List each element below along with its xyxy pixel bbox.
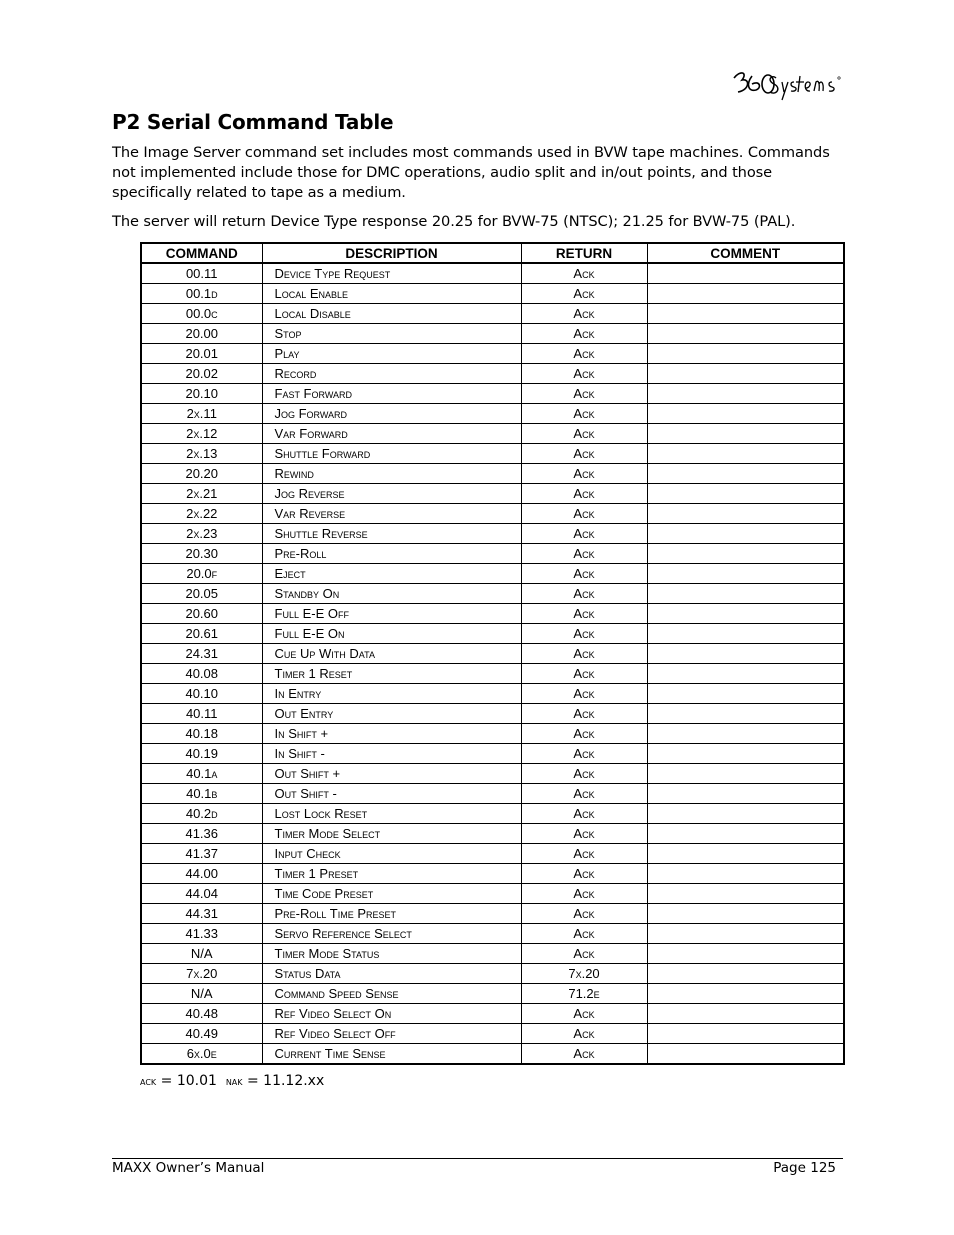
description-cell: Lost Lock Reset: [262, 804, 521, 824]
table-row: [141, 544, 844, 564]
comment-cell: [647, 904, 844, 924]
table-row: [141, 904, 844, 924]
command-cell: 24.31: [141, 644, 262, 664]
description-cell: Jog Forward: [262, 404, 521, 424]
table-row: [141, 604, 844, 624]
table-row: [141, 1004, 844, 1024]
comment-cell: [647, 664, 844, 684]
command-cell: N/A: [141, 944, 262, 964]
command-cell: 20.61: [141, 624, 262, 644]
command-cell: N/A: [141, 984, 262, 1004]
return-cell: Ack: [521, 364, 647, 384]
comment-cell: [647, 304, 844, 324]
command-cell: 2x.12: [141, 424, 262, 444]
description-cell: In Entry: [262, 684, 521, 704]
ack-nak-footnote: [140, 1073, 324, 1089]
return-cell: Ack: [521, 424, 647, 444]
command-cell: 40.11: [141, 704, 262, 724]
command-cell: 20.30: [141, 544, 262, 564]
comment-cell: [647, 924, 844, 944]
comment-cell: [647, 364, 844, 384]
table-row: [141, 1044, 844, 1065]
comment-cell: [647, 344, 844, 364]
table-row: [141, 263, 844, 284]
description-cell: Rewind: [262, 464, 521, 484]
command-cell: 7x.20: [141, 964, 262, 984]
table-row: [141, 504, 844, 524]
description-cell: Timer Mode Select: [262, 824, 521, 844]
command-cell: 44.00: [141, 864, 262, 884]
command-cell: 44.04: [141, 884, 262, 904]
intro-paragraph: The Image Server command set includes most commands used in BVW tape machines. Commands not implemented include those for DMC operations, audio split and in/out points, and those specifically related to tape as a medium.: [112, 144, 830, 201]
comment-cell: [647, 684, 844, 704]
comment-cell: [647, 744, 844, 764]
table-row: [141, 864, 844, 884]
return-cell: Ack: [521, 484, 647, 504]
table-row: [141, 884, 844, 904]
return-cell: 7x.20: [521, 964, 647, 984]
return-cell: Ack: [521, 644, 647, 664]
command-cell: 00.1d: [141, 284, 262, 304]
command-cell: 2x.11: [141, 404, 262, 424]
description-cell: Current Time Sense: [262, 1044, 521, 1065]
table-header-row: [141, 243, 844, 263]
command-cell: 6x.0e: [141, 1044, 262, 1065]
table-row: [141, 764, 844, 784]
return-cell: Ack: [521, 284, 647, 304]
comment-cell: [647, 1024, 844, 1044]
table-row: [141, 324, 844, 344]
table-row: [141, 704, 844, 724]
command-cell: 40.10: [141, 684, 262, 704]
command-cell: 40.18: [141, 724, 262, 744]
section-title: P2 Serial Command Table: [112, 110, 394, 134]
description-cell: Local Disable: [262, 304, 521, 324]
return-cell: Ack: [521, 1044, 647, 1065]
comment-cell: [647, 424, 844, 444]
comment-cell: [647, 824, 844, 844]
description-cell: Fast Forward: [262, 384, 521, 404]
return-cell: Ack: [521, 564, 647, 584]
return-cell: Ack: [521, 744, 647, 764]
command-cell: 00.0c: [141, 304, 262, 324]
table-row: [141, 444, 844, 464]
return-cell: Ack: [521, 904, 647, 924]
description-cell: Device Type Request: [262, 263, 521, 284]
return-cell: Ack: [521, 604, 647, 624]
command-cell: 00.11: [141, 263, 262, 284]
return-cell: Ack: [521, 524, 647, 544]
footer-rule: [112, 1158, 843, 1159]
return-cell: Ack: [521, 384, 647, 404]
command-cell: 40.48: [141, 1004, 262, 1024]
command-cell: 2x.13: [141, 444, 262, 464]
comment-cell: [647, 884, 844, 904]
comment-cell: [647, 324, 844, 344]
description-cell: Time Code Preset: [262, 884, 521, 904]
nak-label: nak: [225, 1074, 243, 1088]
comment-cell: [647, 484, 844, 504]
return-cell: Ack: [521, 764, 647, 784]
command-cell: 2x.23: [141, 524, 262, 544]
return-cell: Ack: [521, 844, 647, 864]
return-cell: Ack: [521, 924, 647, 944]
comment-cell: [647, 704, 844, 724]
comment-cell: [647, 384, 844, 404]
comment-cell: [647, 544, 844, 564]
return-cell: Ack: [521, 304, 647, 324]
comment-cell: [647, 844, 844, 864]
table-row: [141, 984, 844, 1004]
table-row: [141, 464, 844, 484]
comment-cell: [647, 464, 844, 484]
comment-cell: [647, 504, 844, 524]
table-row: [141, 404, 844, 424]
table-row: [141, 664, 844, 684]
table-row: [141, 784, 844, 804]
description-cell: Full E-E On: [262, 624, 521, 644]
command-cell: 2x.22: [141, 504, 262, 524]
comment-cell: [647, 764, 844, 784]
return-cell: Ack: [521, 884, 647, 904]
return-cell: 71.2e: [521, 984, 647, 1004]
return-cell: Ack: [521, 324, 647, 344]
command-cell: 44.31: [141, 904, 262, 924]
return-cell: Ack: [521, 344, 647, 364]
comment-cell: [647, 624, 844, 644]
description-cell: Record: [262, 364, 521, 384]
comment-cell: [647, 804, 844, 824]
command-cell: 20.0f: [141, 564, 262, 584]
table-body: [141, 263, 844, 1064]
description-cell: Ref Video Select On: [262, 1004, 521, 1024]
table-row: [141, 364, 844, 384]
return-cell: Ack: [521, 664, 647, 684]
return-cell: Ack: [521, 784, 647, 804]
description-cell: Local Enable: [262, 284, 521, 304]
description-cell: Stop: [262, 324, 521, 344]
description-cell: Shuttle Reverse: [262, 524, 521, 544]
table-row: [141, 624, 844, 644]
return-cell: Ack: [521, 444, 647, 464]
comment-cell: [647, 604, 844, 624]
return-cell: Ack: [521, 804, 647, 824]
return-cell: Ack: [521, 724, 647, 744]
comment-cell: [647, 864, 844, 884]
description-cell: Pre-Roll: [262, 544, 521, 564]
table-row: [141, 844, 844, 864]
command-cell: 20.10: [141, 384, 262, 404]
comment-cell: [647, 584, 844, 604]
description-cell: Full E-E Off: [262, 604, 521, 624]
table-row: [141, 424, 844, 444]
description-cell: Out Shift +: [262, 764, 521, 784]
comment-cell: [647, 564, 844, 584]
description-cell: Timer 1 Reset: [262, 664, 521, 684]
description-cell: Var Reverse: [262, 504, 521, 524]
table-row: [141, 924, 844, 944]
command-cell: 20.20: [141, 464, 262, 484]
return-cell: Ack: [521, 584, 647, 604]
description-cell: Cue Up With Data: [262, 644, 521, 664]
comment-cell: [647, 1004, 844, 1024]
page-number: Page 125: [773, 1160, 836, 1176]
command-cell: 20.02: [141, 364, 262, 384]
table-row: [141, 524, 844, 544]
description-cell: Out Entry: [262, 704, 521, 724]
command-cell: 40.1b: [141, 784, 262, 804]
ack-equals: =: [156, 1073, 177, 1089]
command-cell: 2x.21: [141, 484, 262, 504]
command-cell: 41.33: [141, 924, 262, 944]
description-cell: Status Data: [262, 964, 521, 984]
comment-cell: [647, 724, 844, 744]
comment-cell: [647, 944, 844, 964]
description-cell: Eject: [262, 564, 521, 584]
comment-cell: [647, 964, 844, 984]
description-cell: Jog Reverse: [262, 484, 521, 504]
header-return: RETURN: [521, 243, 647, 263]
nak-value: 11.12.xx: [263, 1073, 325, 1089]
description-cell: Pre-Roll Time Preset: [262, 904, 521, 924]
device-type-paragraph: The server will return Device Type response 20.25 for BVW-75 (NTSC); 21.25 for BVW-75 (PAL).: [112, 213, 796, 230]
header-command: COMMAND: [141, 243, 262, 263]
command-cell: 41.37: [141, 844, 262, 864]
command-cell: 40.1a: [141, 764, 262, 784]
table-row: [141, 584, 844, 604]
header-description: DESCRIPTION: [262, 243, 521, 263]
return-cell: Ack: [521, 624, 647, 644]
description-cell: Shuttle Forward: [262, 444, 521, 464]
return-cell: Ack: [521, 544, 647, 564]
description-cell: Command Speed Sense: [262, 984, 521, 1004]
table-row: [141, 564, 844, 584]
command-cell: 20.60: [141, 604, 262, 624]
return-cell: Ack: [521, 704, 647, 724]
table-row: [141, 384, 844, 404]
return-cell: Ack: [521, 864, 647, 884]
return-cell: Ack: [521, 684, 647, 704]
table-row: [141, 304, 844, 324]
return-cell: Ack: [521, 1024, 647, 1044]
ack-label: ack: [140, 1074, 157, 1088]
command-cell: 20.00: [141, 324, 262, 344]
ack-value: 10.01: [176, 1073, 217, 1089]
360-systems-logo: [730, 64, 842, 102]
comment-cell: [647, 1044, 844, 1065]
description-cell: Out Shift -: [262, 784, 521, 804]
comment-cell: [647, 984, 844, 1004]
nak-equals: =: [242, 1073, 264, 1089]
comment-cell: [647, 444, 844, 464]
table-row: [141, 804, 844, 824]
table-row: [141, 944, 844, 964]
description-cell: In Shift -: [262, 744, 521, 764]
table-row: [141, 484, 844, 504]
table-row: [141, 344, 844, 364]
command-cell: 41.36: [141, 824, 262, 844]
description-cell: Input Check: [262, 844, 521, 864]
return-cell: Ack: [521, 1004, 647, 1024]
table-row: [141, 644, 844, 664]
comment-cell: [647, 284, 844, 304]
table-row: [141, 1024, 844, 1044]
p2-command-table: [140, 242, 845, 1065]
command-cell: 40.2d: [141, 804, 262, 824]
manual-title: MAXX Owner’s Manual: [112, 1160, 265, 1176]
table-row: [141, 724, 844, 744]
table-row: [141, 824, 844, 844]
return-cell: Ack: [521, 404, 647, 424]
return-cell: Ack: [521, 824, 647, 844]
comment-cell: [647, 263, 844, 284]
description-cell: Timer Mode Status: [262, 944, 521, 964]
table-row: [141, 964, 844, 984]
command-cell: 20.01: [141, 344, 262, 364]
command-cell: 40.49: [141, 1024, 262, 1044]
return-cell: Ack: [521, 504, 647, 524]
table-row: [141, 284, 844, 304]
description-cell: Servo Reference Select: [262, 924, 521, 944]
description-cell: In Shift +: [262, 724, 521, 744]
return-cell: Ack: [521, 464, 647, 484]
comment-cell: [647, 784, 844, 804]
description-cell: Ref Video Select Off: [262, 1024, 521, 1044]
description-cell: Play: [262, 344, 521, 364]
description-cell: Var Forward: [262, 424, 521, 444]
return-cell: Ack: [521, 263, 647, 284]
table-row: [141, 684, 844, 704]
command-cell: 20.05: [141, 584, 262, 604]
table-row: [141, 744, 844, 764]
description-cell: Standby On: [262, 584, 521, 604]
comment-cell: [647, 524, 844, 544]
header-comment: COMMENT: [647, 243, 844, 263]
return-cell: Ack: [521, 944, 647, 964]
comment-cell: [647, 404, 844, 424]
comment-cell: [647, 644, 844, 664]
command-cell: 40.08: [141, 664, 262, 684]
description-cell: Timer 1 Preset: [262, 864, 521, 884]
command-cell: 40.19: [141, 744, 262, 764]
